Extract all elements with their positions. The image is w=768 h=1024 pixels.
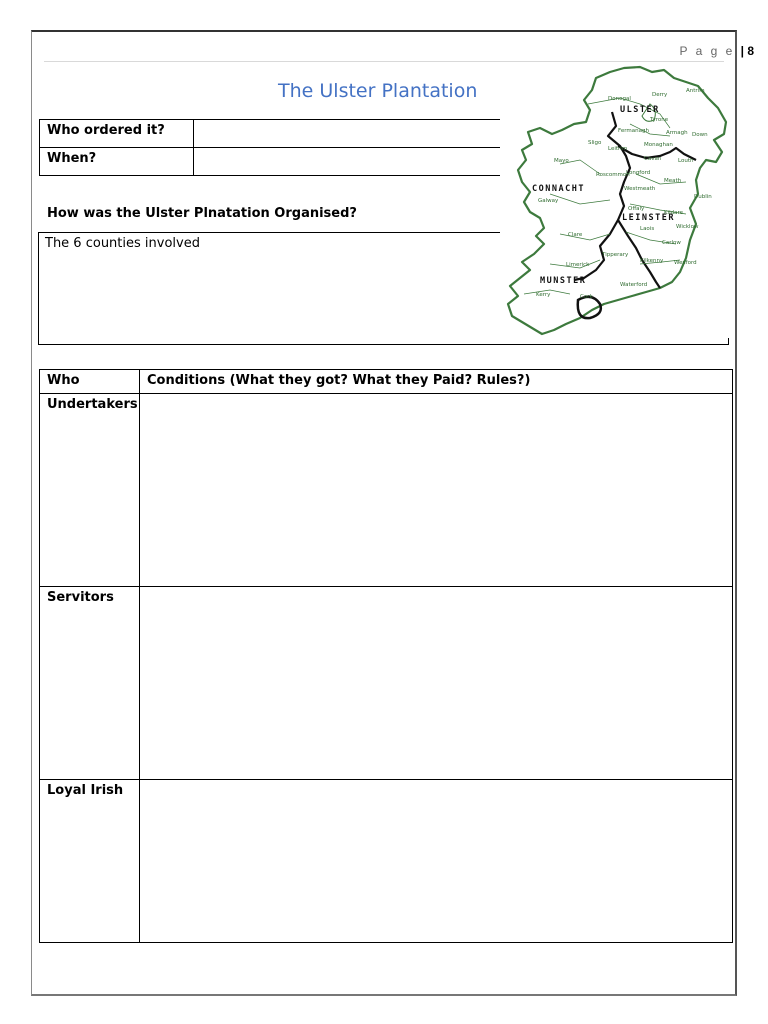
table-row	[40, 120, 503, 148]
header-divider	[44, 61, 724, 62]
county-label: Meath	[664, 178, 682, 184]
page-title: The Ulster Plantation	[278, 80, 478, 102]
county-label: Donegal	[608, 96, 631, 102]
county-label: Galway	[538, 198, 559, 204]
who-conditions-table	[39, 369, 733, 943]
question-label: Who ordered it?	[40, 120, 194, 148]
county-label: Kilkenny	[640, 258, 664, 264]
province-label: ULSTER	[620, 105, 660, 115]
province-label: CONNACHT	[532, 184, 585, 194]
county-label: Laois	[640, 226, 655, 232]
ireland-map-svg	[500, 64, 732, 338]
county-label: Westmeath	[624, 186, 656, 192]
county-label: Louth	[678, 158, 694, 164]
table-row	[40, 587, 733, 780]
county-label: Tipperary	[602, 252, 629, 258]
questions-table	[39, 119, 502, 176]
organisation-question: How was the Ulster Plnatation Organised?	[47, 206, 357, 221]
page-number-label: P a g e	[679, 44, 735, 58]
table-header-row	[40, 370, 733, 394]
row-label-who: Undertakers	[40, 394, 140, 587]
row-label-who: Loyal Irish	[40, 780, 140, 943]
county-label: Leitrim	[608, 146, 628, 152]
question-label: When?	[40, 148, 194, 176]
conditions-answer-cell[interactable]	[140, 394, 733, 587]
column-header-conditions: Conditions (What they got? What they Paid? Rules?)	[140, 370, 733, 394]
column-header-who: Who	[40, 370, 140, 394]
county-label: Waterford	[620, 282, 648, 288]
county-label: Antrim	[686, 88, 705, 94]
answer-field-when[interactable]	[194, 148, 503, 176]
county-label: Tyrone	[650, 117, 669, 123]
county-label: Down	[692, 132, 708, 138]
county-label: Sligo	[588, 140, 602, 146]
county-label: Wexford	[674, 260, 697, 266]
counties-box-label: The 6 counties involved	[45, 236, 200, 251]
county-label: Kerry	[536, 292, 551, 298]
county-label: Derry	[652, 92, 668, 98]
ireland-map	[500, 64, 732, 338]
table-row	[40, 394, 733, 587]
row-label-who: Servitors	[40, 587, 140, 780]
county-label: Limerick	[566, 262, 590, 268]
county-label: Mayo	[554, 158, 569, 164]
county-label: Cork	[580, 294, 593, 300]
county-label: Longford	[626, 170, 651, 176]
county-label: Offaly	[628, 206, 645, 212]
county-label: Fermanagh	[618, 128, 649, 134]
answer-field-who-ordered[interactable]	[194, 120, 503, 148]
table-row	[40, 148, 503, 176]
county-label: Armagh	[666, 130, 688, 136]
conditions-answer-cell[interactable]	[140, 780, 733, 943]
county-label: Kildare	[664, 210, 684, 216]
county-label: Cavan	[644, 156, 662, 162]
page-number-value: 8	[747, 44, 754, 58]
province-label: MUNSTER	[540, 276, 587, 286]
county-label: Monaghan	[644, 142, 673, 148]
page-number: P a g e | 8	[679, 44, 754, 58]
conditions-answer-cell[interactable]	[140, 587, 733, 780]
province-label: LEINSTER	[622, 213, 675, 223]
county-label: Roscommon	[596, 172, 630, 178]
county-label: Dublin	[694, 194, 712, 200]
table-row	[40, 780, 733, 943]
county-label: Carlow	[662, 240, 681, 246]
county-label: Wicklow	[676, 224, 699, 230]
county-label: Clare	[568, 232, 583, 238]
